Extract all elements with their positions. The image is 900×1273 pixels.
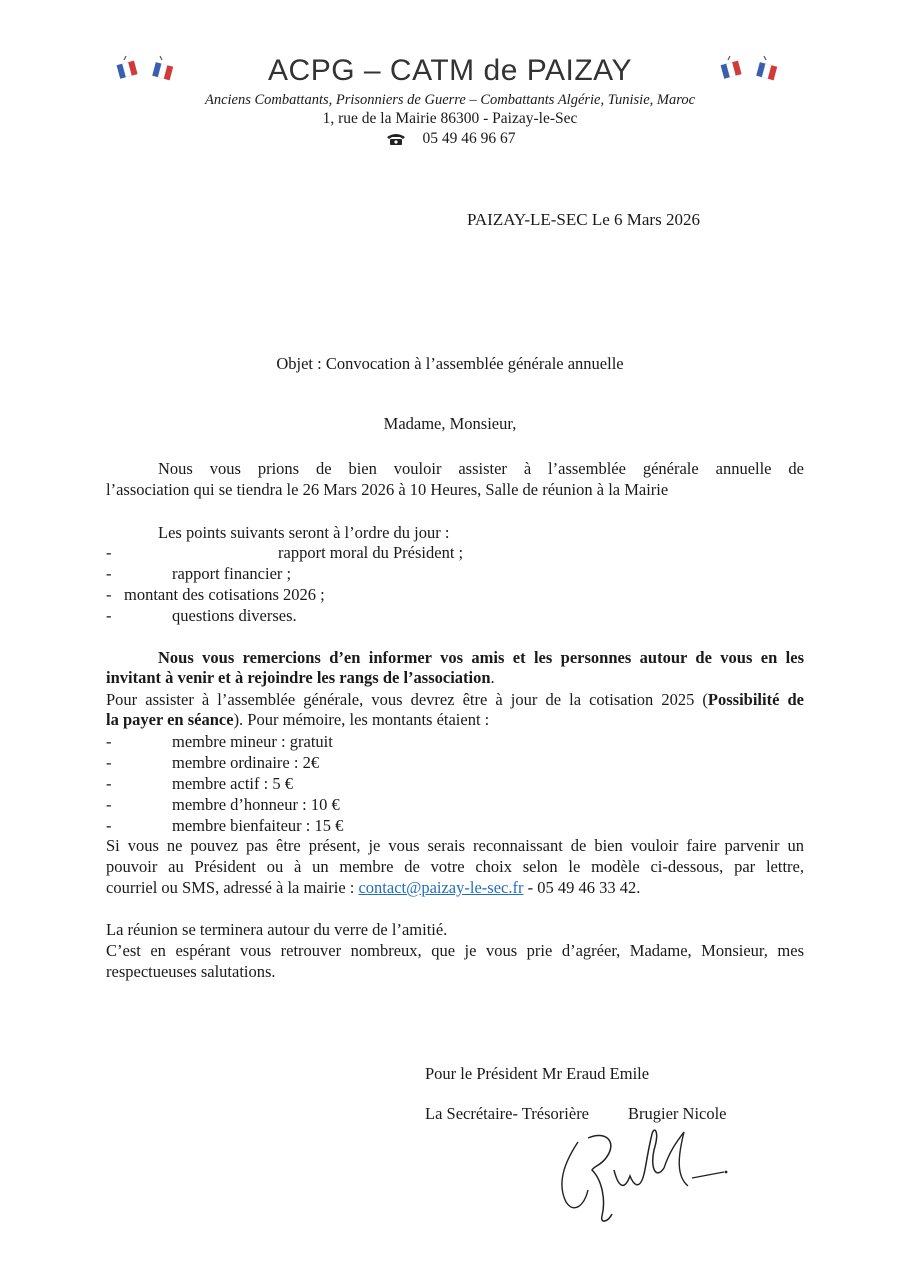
agenda-item: montant des cotisations 2026 ; xyxy=(124,585,325,604)
secretary-name: Brugier Nicole xyxy=(628,1104,727,1123)
secretary-role: La Secrétaire- Trésorière xyxy=(425,1104,590,1123)
president-signature-line: Pour le Président Mr Eraud Emile xyxy=(425,1064,650,1083)
closing-line-3: respectueuses salutations. xyxy=(106,962,276,981)
agenda-item: rapport financier ; xyxy=(172,564,292,583)
bullet-dash: - xyxy=(106,774,112,793)
organization-title: ACPG – CATM de PAIZAY xyxy=(268,54,632,87)
fee-item: membre d’honneur : 10 € xyxy=(172,795,340,814)
bold-message-line-2: invitant à venir et à rejoindre les rangs de l’association. xyxy=(106,668,495,687)
bold-message-line-1: Nous vous remercions d’en informer vos amis et les personnes autour de vous en les xyxy=(158,648,804,667)
fees-line-1: Pour assister à l’assemblée générale, vous devrez être à jour de la cotisation 2025 (Possibilité de xyxy=(106,690,804,709)
bullet-dash: - xyxy=(106,753,112,772)
subject-line: Objet : Convocation à l’assemblée générale annuelle xyxy=(276,354,624,373)
organization-subtitle: Anciens Combattants, Prisonniers de Guerre – Combattants Algérie, Tunisie, Maroc xyxy=(204,92,696,108)
proxy-line-2: pouvoir au Président ou à un membre de votre choix selon le modèle ci-dessous, par lettre, xyxy=(106,857,804,876)
fees-line-2: la payer en séance). Pour mémoire, les montants étaient : xyxy=(106,710,490,729)
date-line: PAIZAY-LE-SEC Le 6 Mars 2026 xyxy=(467,210,700,229)
agenda-item: rapport moral du Président ; xyxy=(278,543,464,562)
fee-item: membre mineur : gratuit xyxy=(172,732,333,751)
intro-line-1: Nous vous prions de bien vouloir assister à l’assemblée générale annuelle de xyxy=(158,459,804,478)
closing-line-1: La réunion se terminera autour du verre de l’amitié. xyxy=(106,920,448,939)
bullet-dash: - xyxy=(106,795,112,814)
agenda-heading: Les points suivants seront à l’ordre du jour : xyxy=(158,523,450,542)
agenda-item: questions diverses. xyxy=(172,606,297,625)
fee-item: membre bienfaiteur : 15 € xyxy=(172,816,344,835)
bullet-dash: - xyxy=(106,585,112,604)
bullet-dash: - xyxy=(106,732,112,751)
email-link[interactable]: contact@paizay-le-sec.fr xyxy=(358,878,524,897)
phone-number: 05 49 46 96 67 xyxy=(422,130,516,147)
bullet-dash: - xyxy=(106,543,112,562)
bullet-dash: - xyxy=(106,816,112,835)
telephone-icon xyxy=(385,132,407,146)
bullet-dash: - xyxy=(106,564,112,583)
organization-address: 1, rue de la Mairie 86300 - Paizay-le-Sec xyxy=(322,110,578,127)
closing-line-2: C’est en espérant vous retrouver nombreux, que je vous prie d’agréer, Madame, Monsieur, mes xyxy=(106,941,804,960)
handwritten-signature xyxy=(548,1120,738,1230)
organization-phone xyxy=(0,130,900,148)
fee-item: membre actif : 5 € xyxy=(172,774,293,793)
proxy-line-3: courriel ou SMS, adressé à la mairie : contact@paizay-le-sec.fr - 05 49 46 33 42. xyxy=(106,878,641,897)
salutation: Madame, Monsieur, xyxy=(383,414,517,433)
proxy-line-1: Si vous ne pouvez pas être présent, je vous serais reconnaissant de bien vouloir faire parvenir un xyxy=(106,836,804,855)
fee-item: membre ordinaire : 2€ xyxy=(172,753,320,772)
intro-line-2: l’association qui se tiendra le 26 Mars 2026 à 10 Heures, Salle de réunion à la Mairie xyxy=(106,480,669,499)
bullet-dash: - xyxy=(106,606,112,625)
